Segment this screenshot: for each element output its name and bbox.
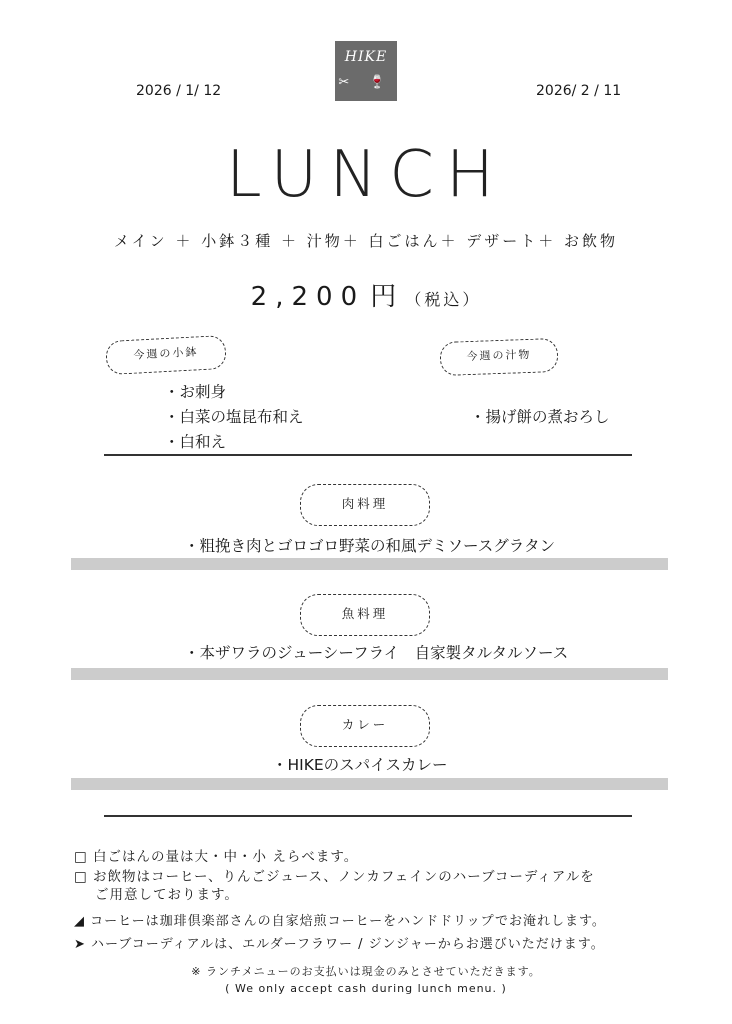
price-tax: （税込） [405, 290, 482, 309]
shirumono-item-1: ・揚げ餅の煮おろし [470, 408, 610, 426]
curry-bar [71, 778, 668, 790]
page-title: LUNCH [226, 138, 506, 212]
fish-category-tag: 魚料理 [300, 594, 430, 636]
note-drinks: □ お飲物はコーヒー、りんごジュース、ノンカフェインのハーブコーディアルを [74, 869, 595, 885]
curry-category-tag: カレー [300, 705, 430, 747]
note-rice: □ 白ごはんの量は大・中・小 えらべます。 [74, 849, 359, 865]
cutlery-glass-icon: ✂ 🍷 [338, 75, 394, 90]
meat-bar [71, 558, 668, 570]
meat-category-tag: 肉料理 [300, 484, 430, 526]
kobachi-tag: 今週の小鉢 [105, 335, 227, 375]
set-description: メイン ＋ 小鉢３種 ＋ 汁物＋ 白ごはん＋ デザート＋ お飲物 [113, 232, 619, 250]
price [0, 276, 732, 313]
divider-bottom [104, 815, 632, 817]
end-date: 2026/ 2 / 11 [536, 83, 622, 99]
kobachi-item-3: ・白和え [164, 433, 227, 451]
shirumono-tag: 今週の汁物 [439, 338, 558, 376]
note-drinks-cont: ご用意しております。 [95, 887, 239, 903]
note-herb: ➤ ハーブコーディアルは、エルダーフラワー / ジンジャーからお選びいただけます。 [74, 937, 605, 952]
logo [335, 41, 397, 101]
price-unit: 円 [370, 282, 397, 312]
kobachi-item-1: ・お刺身 [164, 383, 227, 401]
logo-name: HIKE [344, 49, 388, 65]
meat-item: ・粗挽き肉とゴロゴロ野菜の和風デミソースグラタン [184, 537, 556, 555]
note-coffee: ◢ コーヒーは珈琲倶楽部さんの自家焙煎コーヒーをハンドドリップでお淹れします。 [74, 914, 606, 929]
payment-note-en: ( We only accept cash during lunch menu. ) [225, 982, 507, 995]
start-date: 2026 / 1/ 12 [136, 83, 222, 99]
price-amount: 2,200 [250, 282, 366, 312]
fish-bar [71, 668, 668, 680]
curry-item: ・HIKEのスパイスカレー [272, 756, 448, 774]
fish-item: ・本ザワラのジューシーフライ 自家製タルタルソース [184, 644, 569, 662]
kobachi-item-2: ・白菜の塩昆布和え [164, 408, 304, 426]
payment-note-jp: ※ ランチメニューのお支払いは現金のみとさせていただきます。 [191, 965, 541, 978]
divider-top [104, 454, 632, 456]
